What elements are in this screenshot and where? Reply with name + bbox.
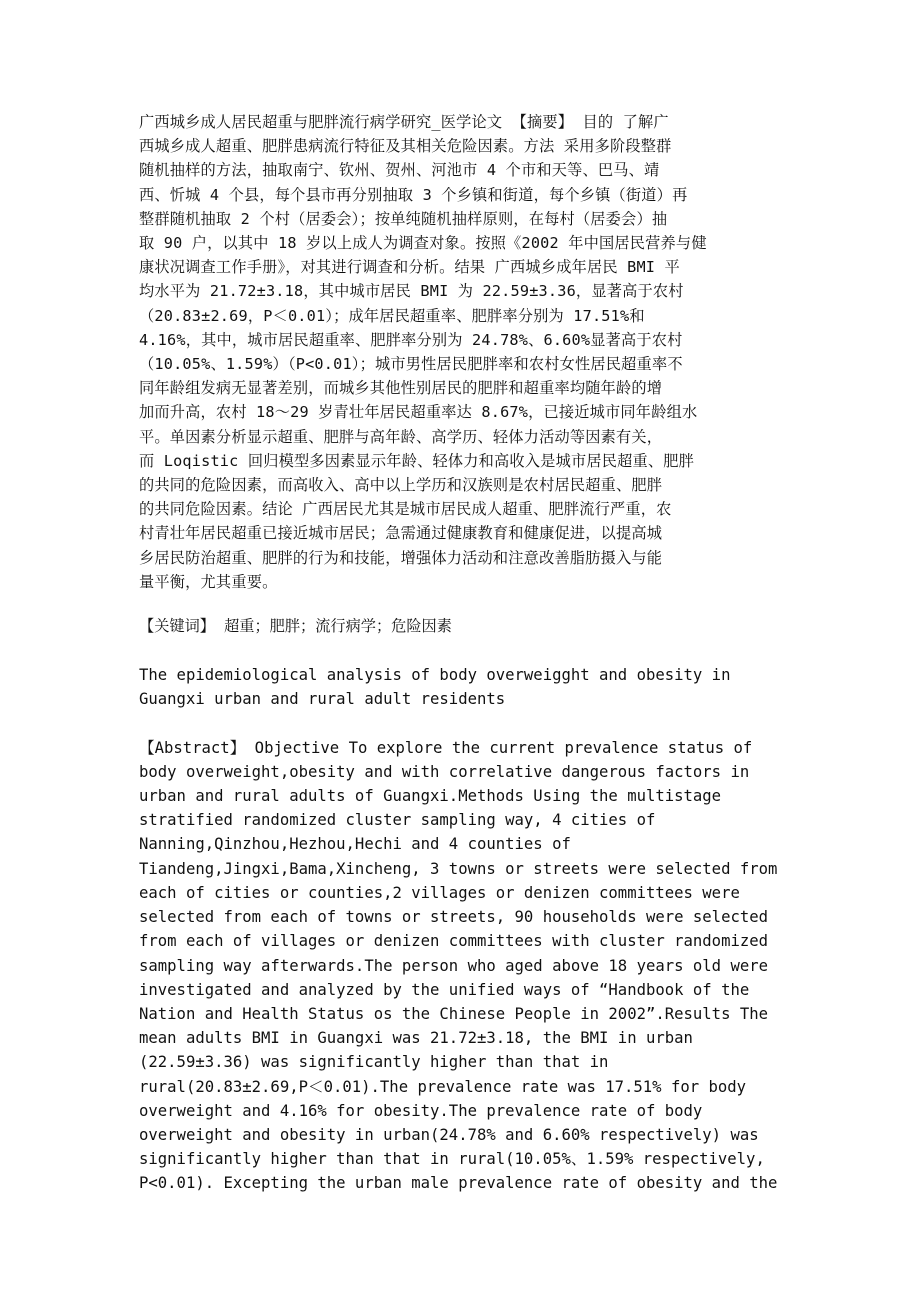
english-abstract-paragraph: 【Abstract】 Objective To explore the current prevalence status of body overweight,obesity and with correlative dangerous factors in urban and rural adults of Guangxi.Methods Using the multistage stratified randomized cluster sampling way, 4 cities of Nanning,Qinzhou,Hezhou,Hechi and 4 counties of Tiandeng,Jingxi,Bama,Xincheng, 3 towns or streets were selected from each of cities or counties,2 villages or denizen committees were selected from each of towns or streets, 90 households were selected from each of villages or denizen committees with cluster randomized sampling way afterwards.The person who aged above 18 years old were investigated and analyzed by the unified ways of “Handbook of the Nation and Health Status os the Chinese People in 2002”.Results The mean adults BMI in Guangxi was 21.72±3.18, the BMI in urban (22.59±3.36) was significantly higher than that in rural(20.83±2.69,P＜0.01).The prevalence rate was 17.51% for body overweight and 4.16% for obesity.The prevalence rate of body overweight and obesity in urban(24.78% and 6.60% respectively) was significantly higher than that in rural(10.05%、1.59% respectively, P<0.01). Excepting the urban male prevalence rate of obesity and the [139,738,778,1193]
chinese-abstract-paragraph: 广西城乡成人居民超重与肥胖流行病学研究_医学论文 【摘要】 目的 了解广 西城乡成人超重、肥胖患病流行特征及其相关危险因素。方法 采用多阶段整群 随机抽样的方法，抽取南宁、钦州、贺州、河池市 4 个市和天等、巴马、靖 西、忻城 4 个县，每个县市再分别抽取 3 个乡镇和街道，每个乡镇（街道）再 整群随机抽取 2 个村（居委会）；按单纯随机抽样原则，在每村（居委会）抽 取 90 户，以其中 18 岁以上成人为调查对象。按照《2002 年中国居民营养与健 康状况调查工作手册》，对其进行调查和分析。结果 广西城乡成年居民 BMI 平 均水平为 21.72±3.18，其中城市居民 BMI 为 22.59±3.36，显著高于农村 （20.83±2.69，P＜0.01）；成年居民超重率、肥胖率分别为 17.51%和 4.16%，其中，城市居民超重率、肥胖率分别为 24.78%、6.60%显著高于农村 （10.05%、1.59%）（P<0.01）；城市男性居民肥胖率和农村女性居民超重率不 同年龄组发病无显著差别，而城乡其他性别居民的肥胖和超重率均随年龄的增 加而升高，农村 18～29 岁青壮年居民超重率达 8.67%，已接近城市同年龄组水 平。单因素分析显示超重、肥胖与高年龄、高学历、轻体力活动等因素有关， 而 Loqistic 回归模型多因素显示年龄、轻体力和高收入是城市居民超重、肥胖 的共同的危险因素，而高收入、高中以上学历和汉族则是农村居民超重、肥胖 的共同危险因素。结论 广西居民尤其是城市居民成人超重、肥胖流行严重，农 村青壮年居民超重已接近城市居民；急需通过健康教育和健康促进，以提高城 乡居民防治超重、肥胖的行为和技能，增强体力活动和注意改善脂肪摄入与能 量平衡，尤其重要。 [139,113,707,591]
keywords-line: 【关键词】 超重；肥胖；流行病学；危险因素 [139,617,452,636]
english-title: The epidemiological analysis of body overweigght and obesity in Guangxi urban and rural adult residents [139,666,731,709]
document-page [139,110,779,1196]
